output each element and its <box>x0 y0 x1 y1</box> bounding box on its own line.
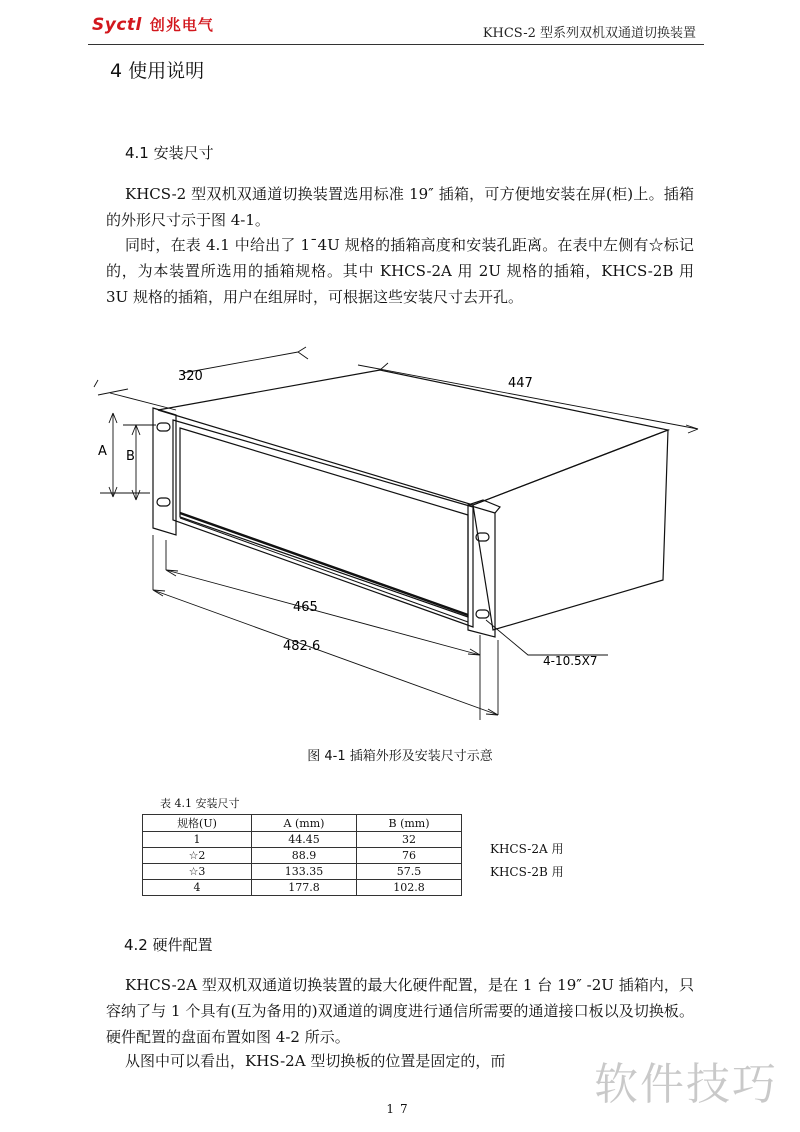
paragraph-table-note: 同时，在表 4.1 中给出了 1¯4U 规格的插箱高度和安装孔距离。在表中左侧有☆标记的，为本装置所选用的插箱规格。其中 KHCS-2A 用 2U 规格的插箱，KHCS-2B 用 3U 规格的插箱，用户在组屏时，可根据这些安装尺寸去开孔。 <box>106 236 694 306</box>
header-divider <box>88 44 704 45</box>
chassis-front-panel <box>173 420 473 627</box>
side-label-khcs-2b: KHCS-2B 用 <box>490 865 564 879</box>
chassis-dimension-drawing <box>88 335 708 740</box>
table-cell: 102.8 <box>357 880 462 896</box>
table-cell: 76 <box>357 848 462 864</box>
subsection-title-4-2: 4.2 硬件配置 <box>124 936 213 954</box>
dim-width-465: 465 <box>293 600 318 615</box>
mount-hole <box>157 498 170 506</box>
paragraph-hardware: KHCS-2A 型双机双通道切换装置的最大化硬件配置，是在 1 台 19″ -2U 插箱内，只容纳了与 1 个具有(互为备用的)双通道的调度进行通信所需要的通道接口板以及切换板。硬件配置的盘面布置如图 4-2 所示。 <box>106 976 694 1046</box>
document-title: KHCS-2 型系列双机双通道切换装置 <box>482 26 696 41</box>
dim-mount-holes: 4-10.5X7 <box>543 654 598 668</box>
company-logo: Syctl 创兆电气 <box>92 15 214 35</box>
figure-caption: 图 4-1 插箱外形及安装尺寸示意 <box>307 749 493 764</box>
table-cell: 177.8 <box>252 880 357 896</box>
chassis-side-face <box>473 430 668 630</box>
table-cell: 57.5 <box>357 864 462 880</box>
table-cell: 44.45 <box>252 832 357 848</box>
table-cell: 1 <box>143 832 252 848</box>
table-row <box>143 864 462 880</box>
subsection-title-4-1: 4.1 安装尺寸 <box>125 144 214 162</box>
table-cell: ☆2 <box>143 848 252 864</box>
dim-depth-320: 320 <box>178 369 203 384</box>
mounting-dimensions-table <box>142 814 462 896</box>
mount-hole <box>157 423 170 431</box>
table-cell: 32 <box>357 832 462 848</box>
dim-width-447: 447 <box>508 376 533 391</box>
mount-hole <box>476 610 489 618</box>
watermark: 软件技巧 <box>594 1059 778 1110</box>
column-header: B (mm) <box>357 815 462 832</box>
paragraph-intro: KHCS-2 型双机双通道切换装置选用标准 19″ 插箱，可方便地安装在屏(柜)上。插箱的外形尺寸示于图 4-1。 <box>106 185 694 229</box>
table-row <box>143 848 462 864</box>
side-label-khcs-2a: KHCS-2A 用 <box>490 842 564 856</box>
table-cell: 88.9 <box>252 848 357 864</box>
column-header: A (mm) <box>252 815 357 832</box>
column-header: 规格(U) <box>143 815 252 832</box>
dim-height-a: A <box>98 444 107 459</box>
table-row <box>143 880 462 896</box>
section-title: 4 使用说明 <box>110 60 205 82</box>
dim-width-482-6: 482.6 <box>283 639 321 654</box>
table-caption: 表 4.1 安装尺寸 <box>160 797 240 810</box>
page-number: 17 <box>386 1102 414 1116</box>
table-cell: 133.35 <box>252 864 357 880</box>
table-cell: ☆3 <box>143 864 252 880</box>
paragraph-board-position: 从图中可以看出，KHS-2A 型切换板的位置是固定的，而 <box>125 1052 506 1070</box>
table-row <box>143 832 462 848</box>
table-cell: 4 <box>143 880 252 896</box>
table-header-row <box>143 815 462 832</box>
dim-height-b: B <box>126 449 135 464</box>
